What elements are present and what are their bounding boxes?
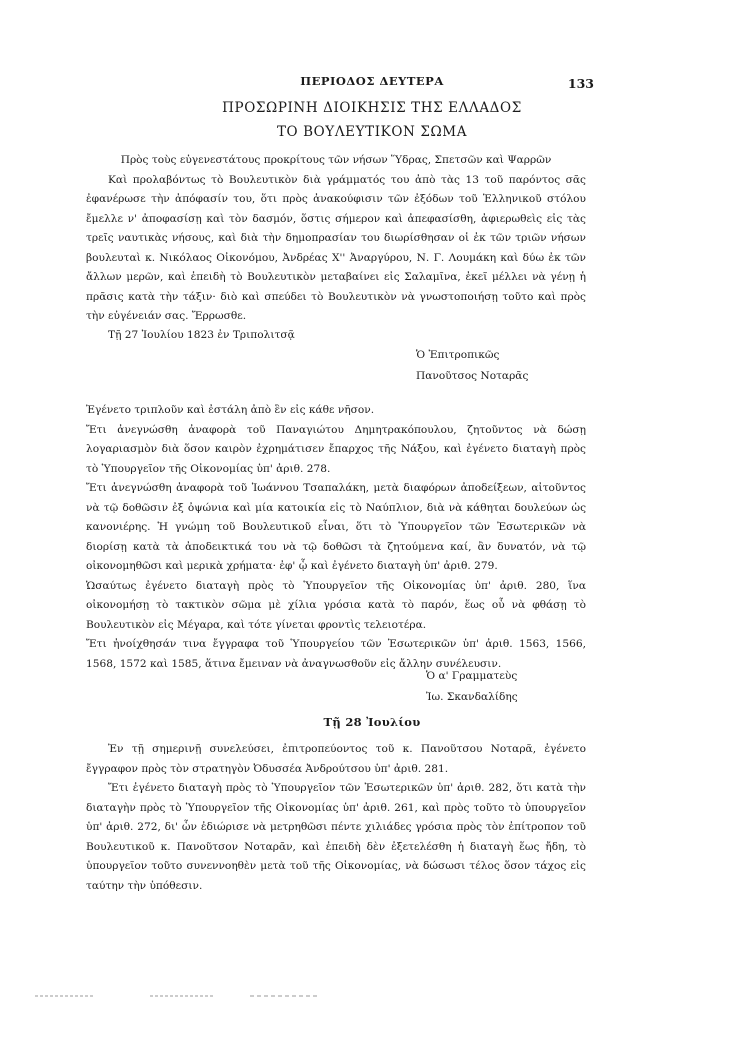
section-paragraph: Ἔτι ἐγένετο διαταγὴ πρὸς τὸ Ὑπουργεῖον τῶν Ἐσωτερικῶν ὑπ' ἀριθ. 282, ὅτι κατὰ τὴν διαταγὴν πρὸς τὸ Ὑπουργεῖον τῆς Οἰκονομίας ὑπ' ἀριθ. 261, καὶ πρὸς τοῦτο τὸ ὑπουργεῖον ὑπ' ἀριθ. 272, δι' ὧν ἐδιώρισε νὰ μετρηθῶσι πέντε χιλιάδες γρόσια πρὸς τὸν ἐπίτροπον τοῦ Βουλευτικοῦ κ. Πανοῦτσον Νοταρᾶν, καὶ ἐπειδὴ δὲν ἐξετελέσθη ἡ διαταγὴ ἕως ἤδη, τὸ ὑπουργεῖον τοῦτο συνεννοηθὲν μετὰ τοῦ τῆς Οἰκονομίας, νὰ δώσωσι τέλος ὅσον τάχος εἰς ταύτην τὴν ὑπόθεσιν. xyxy=(86,782,586,892)
section-28-block xyxy=(86,740,586,896)
minutes-paragraph: Ὡσαύτως ἐγένετο διαταγὴ πρὸς τὸ Ὑπουργεῖον τῆς Οἰκονομίας ὑπ' ἀριθ. 280, ἵνα οἰκονομήσῃ τὸ τακτικὸν σῶμα μὲ χίλια γρόσια κατὰ τὸ παρόν, ἕως οὗ νὰ φθάσῃ τὸ Βουλευτικὸν εἰς Μέγαρα, καὶ τότε γίνεται φροντὶς τελειοτέρα. xyxy=(86,579,586,631)
letter-body: Καὶ προλαβόντως τὸ Βουλευτικὸν διὰ γράμματός του ἀπὸ τὰς 13 τοῦ παρόντος σᾶς ἐφανέρωσε τὴν ἀπόφασίν του, ὅτι πρὸς ἀνακούφισιν τῶν ἐξόδων τοῦ Ἑλληνικοῦ στόλου ἔμελλε ν' ἀποφασίσῃ καὶ τὸν δασμόν, ὅστις σήμερον καὶ ἀπεφασίσθη, ἀφιερωθεὶς εἰς τὰς τρεῖς ναυτικὰς νήσους, καὶ διὰ τὴν δημοπρασίαν του διωρίσθησαν οἱ ἐκ τῶν τριῶν νήσων βουλευταὶ κ. Νικόλαος Οἰκονόμου, Ἀνδρέας Χ'' Ἀναργύρου, Ν. Γ. Λουμάκη καὶ δύω ἐκ τῶν ἄλλων μερῶν, καὶ ἐπειδὴ τὸ Βουλευτικὸν μεταβαίνει εἰς Σαλαμῖνα, ἐκεῖ μέλλει νὰ γένῃ ἡ πρᾶσις κατὰ τὴν τάξιν· διὸ καὶ σπεύδει τὸ Βουλευτικὸν νὰ γνωστοποιήσῃ τοῦτο καὶ πρὸς τὴν εὐγένειάν σας. Ἔρρωσθε. xyxy=(86,173,586,322)
section-paragraph: Ἐν τῇ σημερινῇ συνελεύσει, ἐπιτροπεύοντος τοῦ κ. Πανοῦτσου Νοταρᾶ, ἐγένετο ἔγγραφον πρὸς τὸν στρατηγὸν Ὀδυσσέα Ἀνδρούτσου ὑπ' ἀριθ. 281. xyxy=(86,743,586,775)
secretary-title: Ὁ α' Γραμματεὺς xyxy=(426,670,518,682)
minutes-paragraph: Ἔτι ἀνεγνώσθη ἀναφορὰ τοῦ Ἰωάννου Τσαπαλάκη, μετὰ διαφόρων ἀποδείξεων, αἰτοῦντος νὰ τῷ δοθῶσιν ἐξ ὀψώνια καὶ μία κατοικία εἰς τὸ Ναύπλιον, διὰ νὰ κάθηται δουλεύων ὡς κανονιέρης. Ἡ γνώμη τοῦ Βουλευτικοῦ εἶναι, ὅτι τὸ Ὑπουργεῖον τῶν Ἐσωτερικῶν νὰ διορίσῃ κατὰ τὰ ἀποδεικτικά του νὰ τῷ δοθῶσι τὰ ζητούμενα καί, ἂν δυνατόν, νὰ τῷ οἰκονομηθῶσι καὶ μερικὰ χρήματα· ἐφ' ᾧ καὶ ἐγένετο διαταγὴ ὑπ' ἀριθ. 279. xyxy=(86,482,586,572)
page-number: 133 xyxy=(567,76,594,91)
letter-addressee: Πρὸς τοὺς εὐγενεστάτους προκρίτους τῶν νήσων Ὕδρας, Σπετσῶν καὶ Ψαρρῶν xyxy=(120,154,552,166)
minutes-27-block xyxy=(86,401,586,674)
secretary-signature xyxy=(426,666,518,708)
document-title: ΠΡΟΣΩΡΙΝΗ ΔΙΟΙΚΗΣΙΣ ΤΗΣ ΕΛΛΑΔΟΣ xyxy=(222,100,522,116)
minutes-paragraph: Ἔτι ἠνοίχθησάν τινα ἔγγραφα τοῦ Ὑπουργείου τῶν Ἐσωτερικῶν ὑπ' ἀριθ. 1563, 1566, 1568, 1572 καὶ 1585, ἅτινα ἔμειναν νὰ ἀναγνωσθοῦν εἰς ἄλλην συνέλευσιν. xyxy=(86,638,586,670)
signature-title: Ὁ Ἐπιτροπικῶς xyxy=(416,349,500,361)
letter-date: Τῇ 27 Ἰουλίου 1823 ἐν Τριπολιτσᾷ xyxy=(108,329,295,341)
signature-name: Πανοῦτσος Νοταρᾶς xyxy=(416,370,529,382)
letter-block xyxy=(86,151,586,327)
document-subtitle: ΤΟ ΒΟΥΛΕΥΤΙΚΟΝ ΣΩΜΑ xyxy=(276,124,468,140)
scan-edge-marks xyxy=(0,993,744,999)
section-heading-28: Τῇ 28 Ἰουλίου xyxy=(323,715,421,729)
secretary-name: Ἰω. Σκανδαλίδης xyxy=(426,691,518,703)
minutes-paragraph: Ἐγένετο τριπλοῦν καὶ ἐστάλη ἀπὸ ἓν εἰς κάθε νῆσον. xyxy=(86,404,375,416)
letter-signature xyxy=(416,345,528,387)
minutes-paragraph: Ἔτι ἀνεγνώσθη ἀναφορὰ τοῦ Παναγιώτου Δημητρακόπουλου, ζητοῦντος νὰ δώσῃ λογαριασμὸν διὰ ὅσον καιρὸν ἐχρημάτισεν ἔπαρχος τῆς Νάξου, καὶ ἐγένετο διαταγὴ πρὸς τὸ Ὑπουργεῖον τῆς Οἰκονομίας ὑπ' ἀριθ. 278. xyxy=(86,423,586,475)
running-head: ΠΕΡΙΟΔΟΣ ΔΕΥΤΕΡΑ xyxy=(300,74,444,88)
